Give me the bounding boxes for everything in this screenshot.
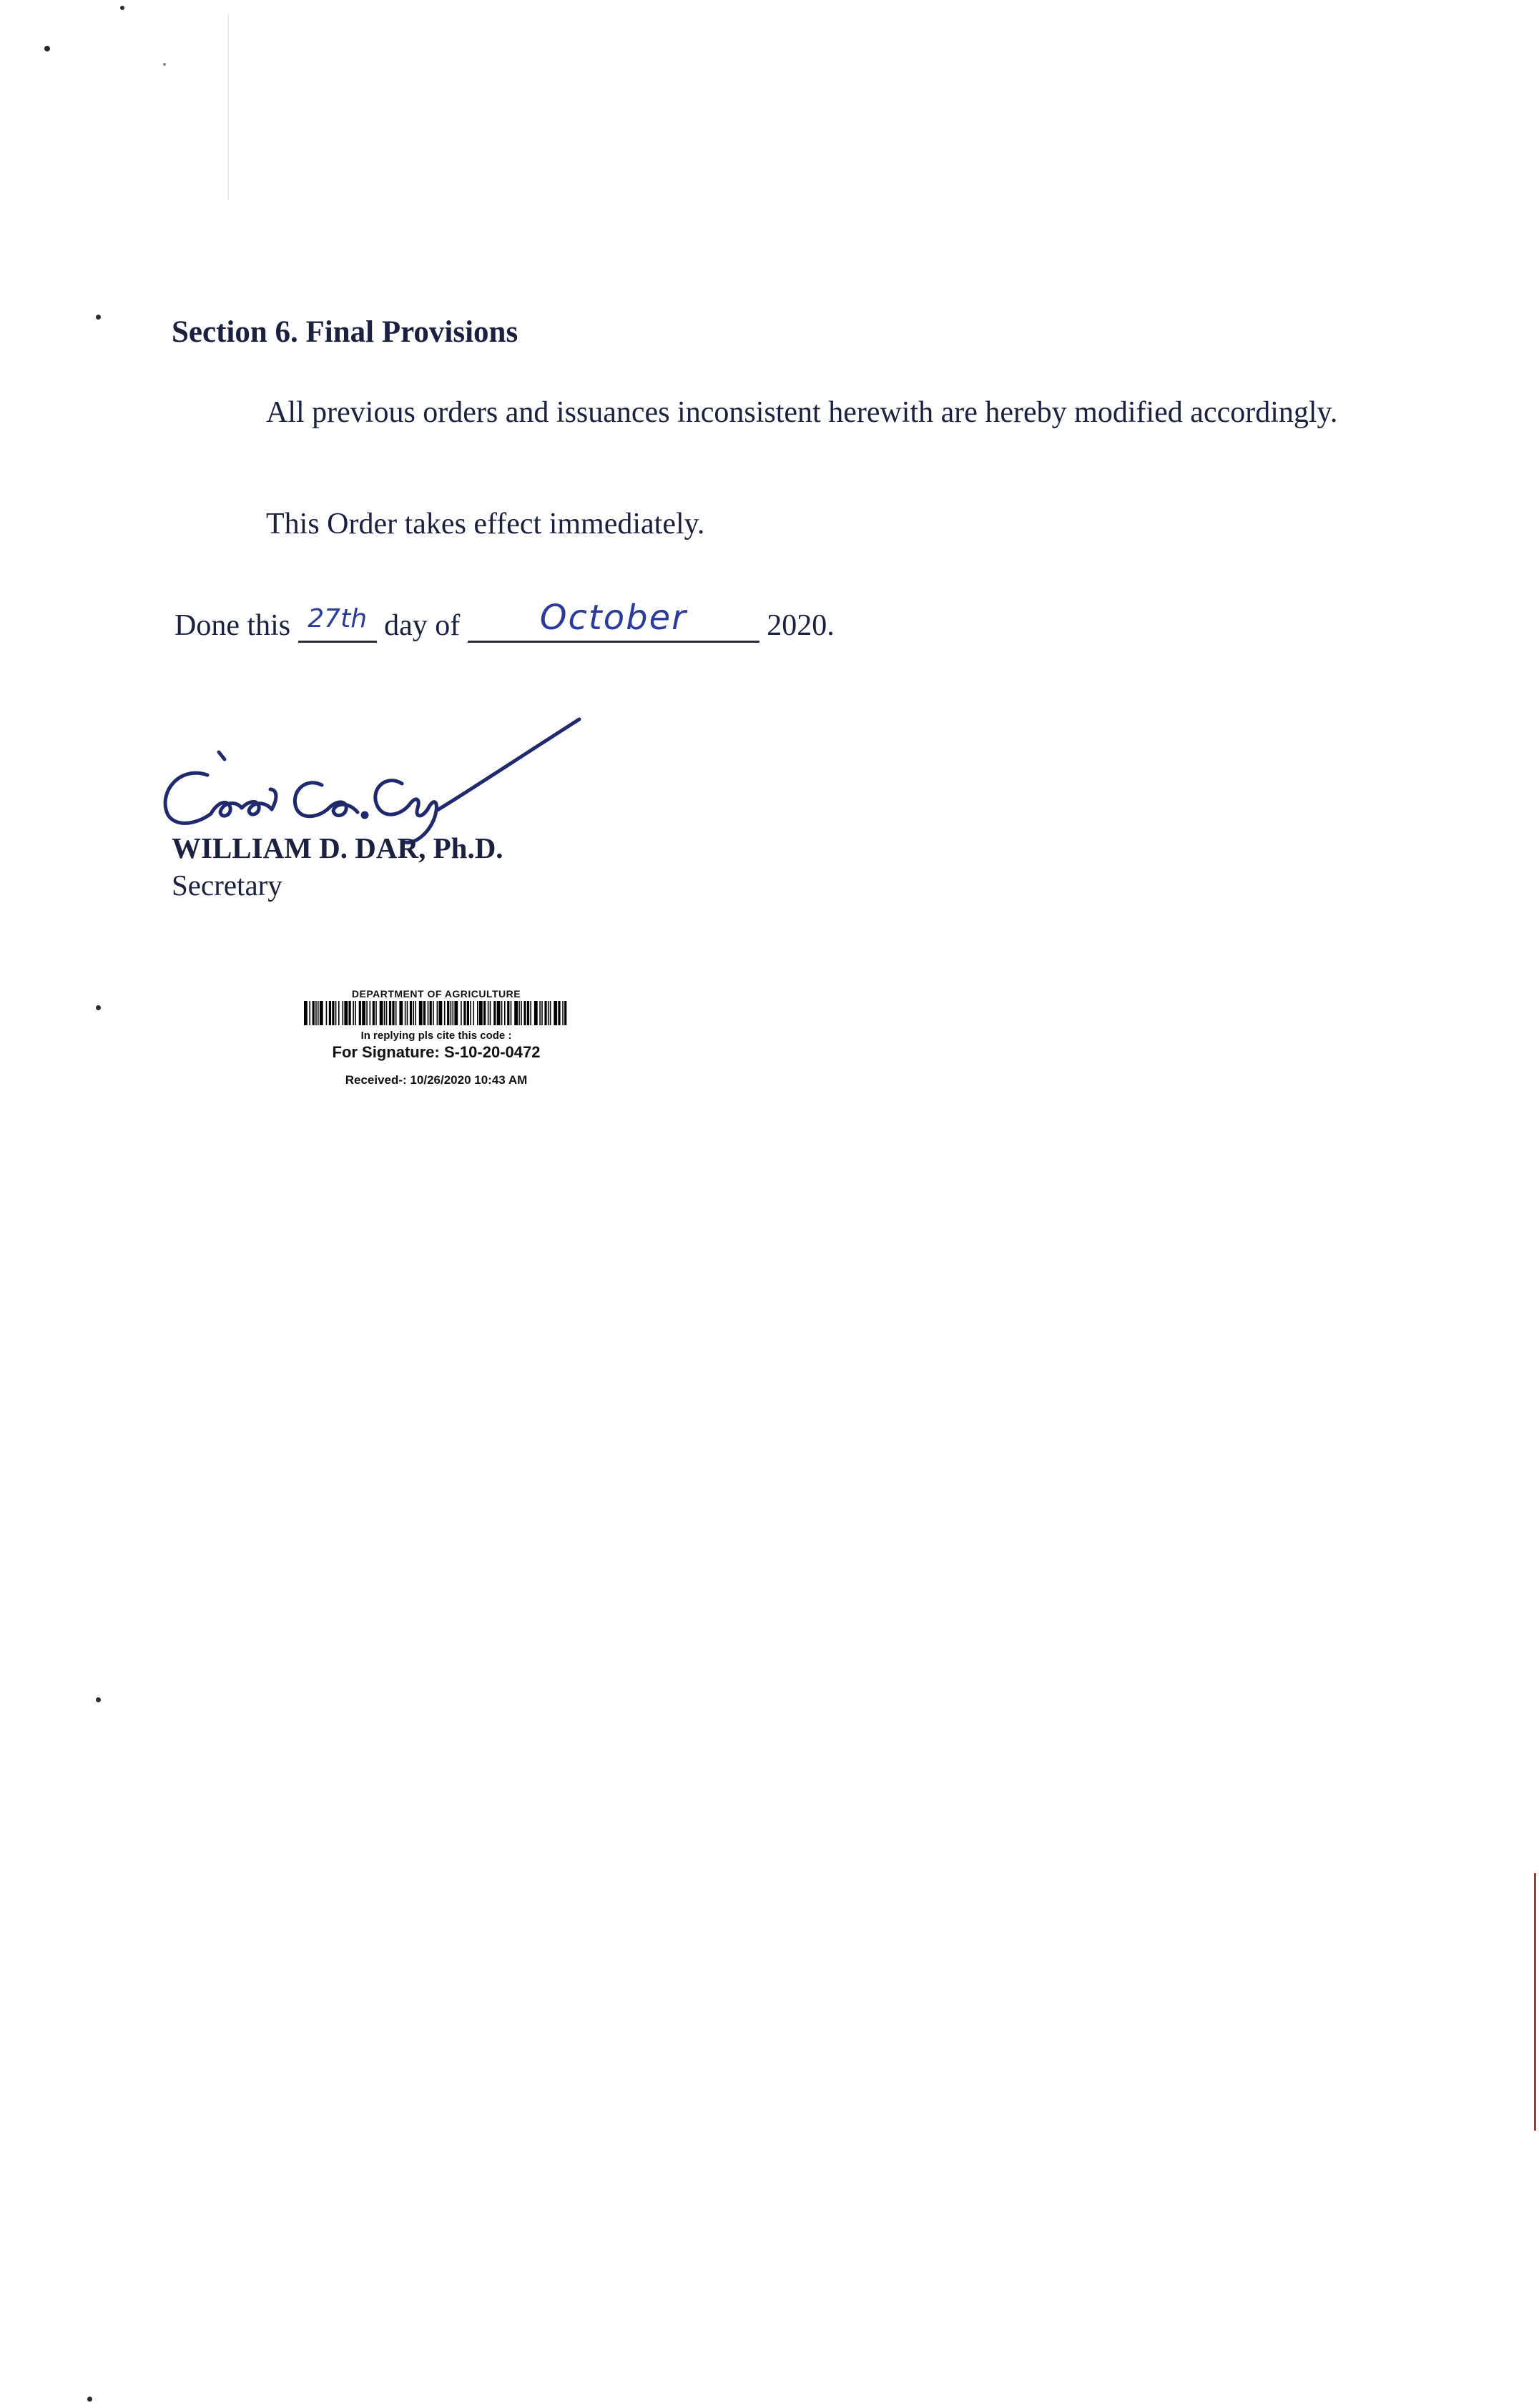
paragraph-previous-orders: All previous orders and issuances inconsistent herewith are hereby modified accordingly.	[266, 396, 1338, 429]
stamp-signature-code: For Signature: S-10-20-0472	[332, 1043, 541, 1061]
barcode-bar	[530, 1001, 531, 1025]
barcode-bar	[488, 1001, 489, 1025]
barcode-bar	[453, 1001, 454, 1025]
stamp-department: DEPARTMENT OF AGRICULTURE	[351, 988, 521, 1000]
section-heading: Section 6. Final Provisions	[172, 315, 518, 349]
barcode-bar	[501, 1001, 503, 1025]
barcode-bar	[447, 1001, 449, 1025]
scan-speck	[96, 315, 101, 320]
signatory-title: Secretary	[172, 869, 282, 902]
barcode-bar	[399, 1001, 403, 1025]
barcode-bar	[366, 1001, 368, 1025]
barcode-bar	[419, 1001, 423, 1025]
barcode-bar	[433, 1001, 434, 1025]
barcode-bar	[428, 1001, 429, 1025]
scan-speck	[96, 1005, 101, 1010]
barcode-bar	[548, 1001, 549, 1025]
barcode-bar	[410, 1001, 412, 1025]
barcode-bar	[541, 1001, 543, 1025]
barcode-bar	[454, 1001, 458, 1025]
barcode-bar	[386, 1001, 388, 1025]
barcode-bar	[437, 1001, 438, 1025]
barcode-bar	[313, 1001, 315, 1025]
barcode-bar	[373, 1001, 375, 1025]
scan-artifact-line	[227, 14, 229, 200]
barcode-bar	[338, 1001, 340, 1025]
barcode-bar	[497, 1001, 501, 1025]
barcode-bar	[564, 1001, 566, 1025]
barcode-bar	[554, 1001, 557, 1025]
day-blank	[298, 604, 377, 643]
barcode-bar	[439, 1001, 443, 1025]
date-middle: day of	[384, 609, 461, 642]
handwritten-day: 27th	[308, 604, 368, 633]
barcode-bar	[304, 1001, 308, 1025]
barcode-bar	[534, 1001, 538, 1025]
barcode-bar	[375, 1001, 377, 1025]
barcode-bar	[521, 1001, 522, 1025]
barcode-bar	[562, 1001, 564, 1025]
handwritten-month: October	[539, 598, 687, 638]
barcode-bar	[527, 1001, 529, 1025]
barcode-bar	[423, 1001, 426, 1025]
barcode-bar	[451, 1001, 452, 1025]
barcode-bar	[384, 1001, 385, 1025]
barcode-bar	[463, 1001, 466, 1025]
barcode-bar	[504, 1001, 506, 1025]
barcode-bar	[558, 1001, 560, 1025]
barcode-bar	[370, 1001, 371, 1025]
barcode-bar	[332, 1001, 334, 1025]
date-prefix: Done this	[174, 609, 291, 642]
barcode-bar	[326, 1001, 328, 1025]
barcode-bar	[320, 1001, 323, 1025]
barcode-bar	[550, 1001, 551, 1025]
scan-speck	[96, 1697, 101, 1702]
scan-edge-mark	[1534, 1873, 1536, 2131]
barcode-bar	[470, 1001, 471, 1025]
barcode-bar	[329, 1001, 331, 1025]
paragraph-effectivity: This Order takes effect immediately.	[266, 508, 705, 541]
barcode-bar	[523, 1001, 526, 1025]
barcode-bar	[389, 1001, 391, 1025]
stamp-cite-note: In replying pls cite this code :	[360, 1030, 512, 1042]
barcode-bar	[444, 1001, 446, 1025]
month-blank	[468, 598, 759, 643]
barcode-bar	[477, 1001, 478, 1025]
barcode-bar	[380, 1001, 383, 1025]
scan-speck	[163, 63, 166, 66]
barcode-bar	[518, 1001, 520, 1025]
barcode-bar	[479, 1001, 483, 1025]
date-year: 2020.	[767, 609, 835, 642]
barcode-bar	[395, 1001, 397, 1025]
barcode-bar	[461, 1001, 462, 1025]
barcode-bar	[514, 1001, 518, 1025]
barcode-bar	[493, 1001, 496, 1025]
barcode-bar	[507, 1001, 509, 1025]
barcode-graphic	[303, 1001, 570, 1025]
scan-speck	[120, 6, 124, 10]
barcode-bar	[359, 1001, 361, 1025]
barcode-bar	[539, 1001, 541, 1025]
stamp-received-time: Received-: 10/26/2020 10:43 AM	[345, 1073, 528, 1087]
barcode-bar	[490, 1001, 491, 1025]
barcode-bar	[362, 1001, 365, 1025]
barcode-bar	[407, 1001, 408, 1025]
barcode-bar	[335, 1001, 337, 1025]
barcode-bar	[355, 1001, 356, 1025]
barcode-bar	[467, 1001, 469, 1025]
date-line	[174, 598, 835, 643]
barcode-bar	[309, 1001, 310, 1025]
receiving-stamp	[300, 988, 572, 1088]
barcode-bar	[511, 1001, 512, 1025]
barcode-bar	[343, 1001, 344, 1025]
barcode-bar	[483, 1001, 486, 1025]
barcode-bar	[353, 1001, 354, 1025]
barcode-bar	[344, 1001, 348, 1025]
signatory-name: WILLIAM D. DAR, Ph.D.	[172, 832, 503, 864]
barcode-bar	[415, 1001, 416, 1025]
barcode-bar	[318, 1001, 319, 1025]
barcode-bar	[473, 1001, 475, 1025]
scan-speck	[44, 46, 50, 51]
barcode-bar	[430, 1001, 432, 1025]
barcode-bar	[315, 1001, 317, 1025]
barcode-bar	[544, 1001, 546, 1025]
barcode-bar	[349, 1001, 351, 1025]
scan-speck	[87, 2397, 92, 2402]
barcode-bar	[392, 1001, 394, 1025]
barcode-bar	[413, 1001, 414, 1025]
barcode-bar	[405, 1001, 406, 1025]
